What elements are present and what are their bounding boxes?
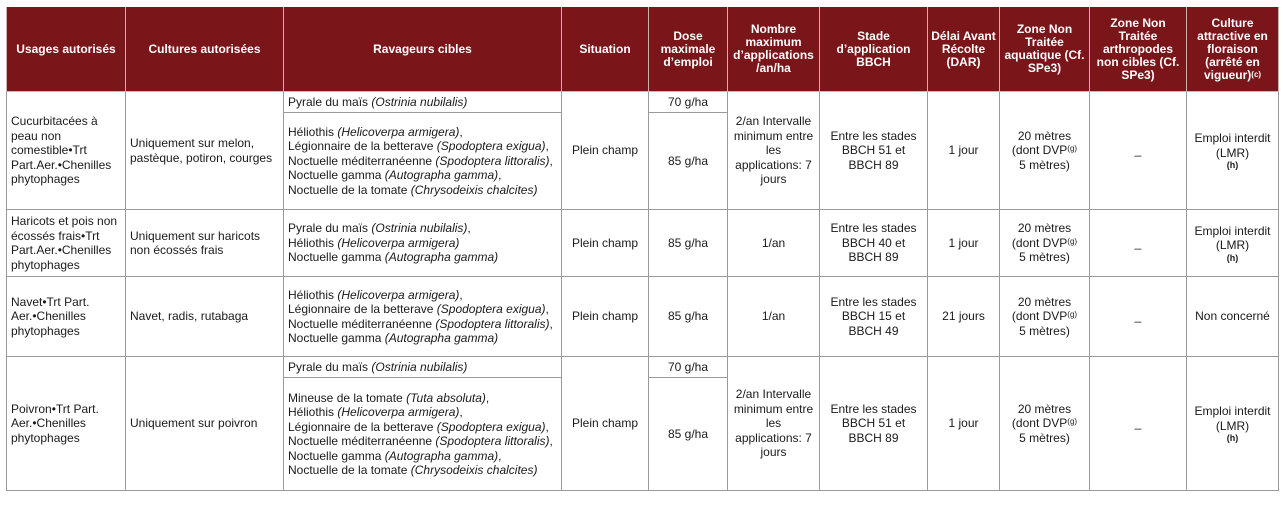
pest-common-name: Héliothis xyxy=(288,405,338,419)
pest-common-name: Légionnaire de la betterave xyxy=(288,302,437,316)
pest-line xyxy=(288,236,557,251)
znt-aquatique-note: (g) xyxy=(1067,144,1078,154)
pest-latin-name: (Ostrinia nubilalis) xyxy=(371,221,468,236)
pest-common-name: Noctuelle gamma xyxy=(288,250,385,265)
pest-latin-name: (Autographa gamma) xyxy=(384,250,499,265)
dose-cell: 70 g/ha xyxy=(649,357,728,378)
cultures-cell: Navet, radis, rutabaga xyxy=(126,277,284,357)
pest-latin-name: (Spodoptera exigua) xyxy=(436,139,546,154)
pest-line xyxy=(288,125,557,140)
header-usages: Usages autorisés xyxy=(7,7,126,92)
dose-cell: 85 g/ha xyxy=(649,378,728,491)
znt-arthropodes-cell: _ xyxy=(1090,277,1187,357)
header-situation: Situation xyxy=(562,7,649,92)
situation-cell: Plein champ xyxy=(562,357,649,491)
pest-line xyxy=(288,139,557,154)
pest-line xyxy=(288,360,557,375)
pest-latin-name: (Ostrinia nubilalis) xyxy=(371,359,468,374)
dose-cell: 85 g/ha xyxy=(649,113,728,210)
pest-common-name: Noctuelle méditerranéenne xyxy=(288,434,436,448)
pest-common-name: Héliothis xyxy=(288,235,338,250)
pest-line xyxy=(288,434,557,449)
pest-latin-name: (Helicoverpa armigera) xyxy=(337,405,460,419)
header-stade: Stade d’application BBCH xyxy=(820,7,928,92)
pest-line xyxy=(288,95,557,110)
znt-arthropodes-cell: _ xyxy=(1090,92,1187,210)
znt-aquatique-cell xyxy=(1000,92,1090,210)
pest-line xyxy=(288,154,557,169)
pest-common-name: Pyrale du maïs xyxy=(288,221,372,236)
pest-line xyxy=(288,420,557,435)
table-row xyxy=(7,277,1279,357)
dar-cell: 1 jour xyxy=(928,210,1000,277)
pest-separator: , xyxy=(485,390,490,405)
cultures-cell: Uniquement sur melon, pastèque, potiron, courges xyxy=(126,92,284,210)
pest-separator: , xyxy=(498,448,502,463)
table-row xyxy=(7,210,1279,277)
stade-cell: Entre les stades BBCH 51 et BBCH 89 xyxy=(820,92,928,210)
znt-aquatique-note: (g) xyxy=(1067,310,1078,320)
pest-separator: , xyxy=(467,221,471,236)
pest-separator: , xyxy=(549,434,553,448)
pest-line xyxy=(288,221,557,236)
pest-separator: , xyxy=(545,419,549,434)
pest-line xyxy=(288,317,557,332)
pests-cell xyxy=(284,378,562,491)
pest-line xyxy=(288,449,557,464)
culture-attractive-cell xyxy=(1187,92,1279,210)
usage-cell: Haricots et pois non écossés frais•Trt Part.Aer.•Chenilles phytophages xyxy=(7,210,126,277)
pest-line xyxy=(288,183,557,198)
dose-cell: 85 g/ha xyxy=(649,210,728,277)
pests-cell xyxy=(284,357,562,378)
pests-cell xyxy=(284,92,562,113)
situation-cell: Plein champ xyxy=(562,277,649,357)
header-cultures: Cultures autorisées xyxy=(126,7,284,92)
culture-attractive-note: (h) xyxy=(1226,160,1239,170)
znt-aquatique-dvp: 5 mètres) xyxy=(1019,430,1070,445)
stade-cell: Entre les stades BBCH 15 et BBCH 49 xyxy=(820,277,928,357)
znt-aquatique-note: (g) xyxy=(1067,236,1078,246)
pests-cell xyxy=(284,113,562,210)
znt-aquatique-value: 20 mètres (dont DVP xyxy=(1011,401,1072,431)
znt-aquatique-dvp: 5 mètres) xyxy=(1019,157,1070,172)
pest-line xyxy=(288,288,557,303)
header-dose: Dose maximale d’emploi xyxy=(649,7,728,92)
pest-latin-name: (Helicoverpa armigera) xyxy=(337,287,460,302)
pest-latin-name: (Chrysodeixis chalcites) xyxy=(410,463,538,477)
cultures-cell: Uniquement sur poivron xyxy=(126,357,284,491)
dose-cell: 85 g/ha xyxy=(649,277,728,357)
pest-common-name: Héliothis xyxy=(288,287,338,302)
dose-cell: 70 g/ha xyxy=(649,92,728,113)
pest-common-name: Noctuelle gamma xyxy=(288,448,385,463)
usage-cell: Navet•Trt Part. Aer.•Chenilles phytophages xyxy=(7,277,126,357)
znt-aquatique-value: 20 mètres (dont DVP xyxy=(1011,128,1072,158)
pest-common-name: Noctuelle de la tomate xyxy=(288,463,411,477)
header-znt-aquatique: Zone Non Traitée aquatique (Cf. SPe3) xyxy=(1000,7,1090,92)
pest-common-name: Légionnaire de la betterave xyxy=(288,419,437,434)
znt-aquatique-value: 20 mètres (dont DVP xyxy=(1011,221,1072,250)
cultures-cell: Uniquement sur haricots non écossés frais xyxy=(126,210,284,277)
pest-latin-name: (Spodoptera littoralis) xyxy=(435,316,550,331)
dar-cell: 1 jour xyxy=(928,92,1000,210)
pest-common-name: Mineuse de la tomate xyxy=(288,390,407,405)
usage-cell: Cucurbitacées à peau non comestible•Trt Part.Aer.•Chenilles phytophages xyxy=(7,92,126,210)
header-culture-attractive xyxy=(1187,7,1279,92)
pest-latin-name: (Spodoptera littoralis) xyxy=(435,153,550,168)
dar-cell: 1 jour xyxy=(928,357,1000,491)
pest-latin-name: (Chrysodeixis chalcites) xyxy=(410,182,538,197)
znt-arthropodes-cell: _ xyxy=(1090,357,1187,491)
znt-aquatique-dvp: 5 mètres) xyxy=(1019,250,1070,265)
pest-line xyxy=(288,168,557,183)
pest-common-name: Noctuelle gamma xyxy=(288,168,385,183)
header-culture-attractive-note: (c) xyxy=(1251,69,1262,79)
pest-line xyxy=(288,331,557,346)
table-row xyxy=(7,92,1279,113)
usage-table xyxy=(6,7,1279,491)
culture-attractive-value: Emploi interdit (LMR) xyxy=(1194,223,1271,252)
pests-cell xyxy=(284,277,562,357)
znt-aquatique-cell xyxy=(1000,277,1090,357)
applications-cell: 2/an Intervalle minimum entre les applications: 7 jours xyxy=(728,92,820,210)
header-culture-attractive-label: Culture attractive en floraison (arrêté en vigueur) xyxy=(1197,15,1268,82)
pest-latin-name: (Spodoptera exigua) xyxy=(436,302,546,316)
usage-cell: Poivron•Trt Part. Aer.•Chenilles phytophages xyxy=(7,357,126,491)
applications-cell: 1/an xyxy=(728,210,820,277)
pest-line xyxy=(288,250,557,265)
pest-line xyxy=(288,405,557,420)
pest-common-name: Pyrale du maïs xyxy=(288,359,372,374)
pest-common-name: Noctuelle de la tomate xyxy=(288,182,411,197)
culture-attractive-value: Emploi interdit (LMR) xyxy=(1194,131,1271,160)
pest-common-name: Légionnaire de la betterave xyxy=(288,139,437,154)
pest-latin-name: (Ostrinia nubilalis) xyxy=(371,94,468,109)
pest-latin-name: (Spodoptera exigua) xyxy=(436,419,546,434)
culture-attractive-note: (h) xyxy=(1226,433,1239,443)
znt-aquatique-note: (g) xyxy=(1067,417,1078,427)
table-row xyxy=(7,357,1279,378)
situation-cell: Plein champ xyxy=(562,92,649,210)
pest-line xyxy=(288,463,557,478)
pest-separator: , xyxy=(545,302,549,316)
culture-attractive-note: (h) xyxy=(1226,252,1239,263)
pest-latin-name: (Tuta absoluta) xyxy=(406,390,486,405)
situation-cell: Plein champ xyxy=(562,210,649,277)
pest-latin-name: (Autographa gamma) xyxy=(384,448,499,463)
pest-line xyxy=(288,391,557,406)
culture-attractive-value: Emploi interdit (LMR) xyxy=(1194,404,1271,433)
dar-cell: 21 jours xyxy=(928,277,1000,357)
znt-arthropodes-cell: _ xyxy=(1090,210,1187,277)
pest-latin-name: (Spodoptera littoralis) xyxy=(435,434,550,448)
culture-attractive-cell xyxy=(1187,357,1279,491)
pest-common-name: Noctuelle méditerranéenne xyxy=(288,153,436,168)
pest-line xyxy=(288,302,557,317)
pest-separator: , xyxy=(545,139,549,154)
header-znt-arthropodes: Zone Non Traitée arthropodes non cibles (Cf. SPe3) xyxy=(1090,7,1187,92)
pests-cell xyxy=(284,210,562,277)
pest-common-name: Pyrale du maïs xyxy=(288,94,372,109)
pest-separator: , xyxy=(549,316,553,331)
pest-separator: , xyxy=(459,124,463,139)
pest-common-name: Noctuelle gamma xyxy=(288,331,385,345)
znt-aquatique-cell xyxy=(1000,357,1090,491)
pest-latin-name: (Helicoverpa armigera) xyxy=(337,235,460,250)
pest-latin-name: (Autographa gamma) xyxy=(384,331,499,345)
pest-common-name: Noctuelle méditerranéenne xyxy=(288,316,436,331)
pest-latin-name: (Helicoverpa armigera) xyxy=(337,124,460,139)
header-row xyxy=(7,7,1279,92)
applications-cell: 2/an Intervalle minimum entre les applications: 7 jours xyxy=(728,357,820,491)
pest-separator: , xyxy=(459,287,463,302)
culture-attractive-value: Non concerné xyxy=(1195,309,1270,324)
pest-separator: , xyxy=(459,405,463,419)
pest-separator: , xyxy=(498,168,502,183)
header-dar: Délai Avant Récolte (DAR) xyxy=(928,7,1000,92)
pest-latin-name: (Autographa gamma) xyxy=(384,168,499,183)
znt-aquatique-value: 20 mètres (dont DVP xyxy=(1011,294,1072,324)
stade-cell: Entre les stades BBCH 40 et BBCH 89 xyxy=(820,210,928,277)
culture-attractive-cell xyxy=(1187,210,1279,277)
pest-common-name: Héliothis xyxy=(288,124,338,139)
znt-aquatique-dvp: 5 mètres) xyxy=(1019,323,1070,338)
stade-cell: Entre les stades BBCH 51 et BBCH 89 xyxy=(820,357,928,491)
header-ravageurs: Ravageurs cibles xyxy=(284,7,562,92)
znt-aquatique-cell xyxy=(1000,210,1090,277)
applications-cell: 1/an xyxy=(728,277,820,357)
header-nombre: Nombre maximum d’applications /an/ha xyxy=(728,7,820,92)
pest-separator: , xyxy=(549,153,553,168)
culture-attractive-cell xyxy=(1187,277,1279,357)
